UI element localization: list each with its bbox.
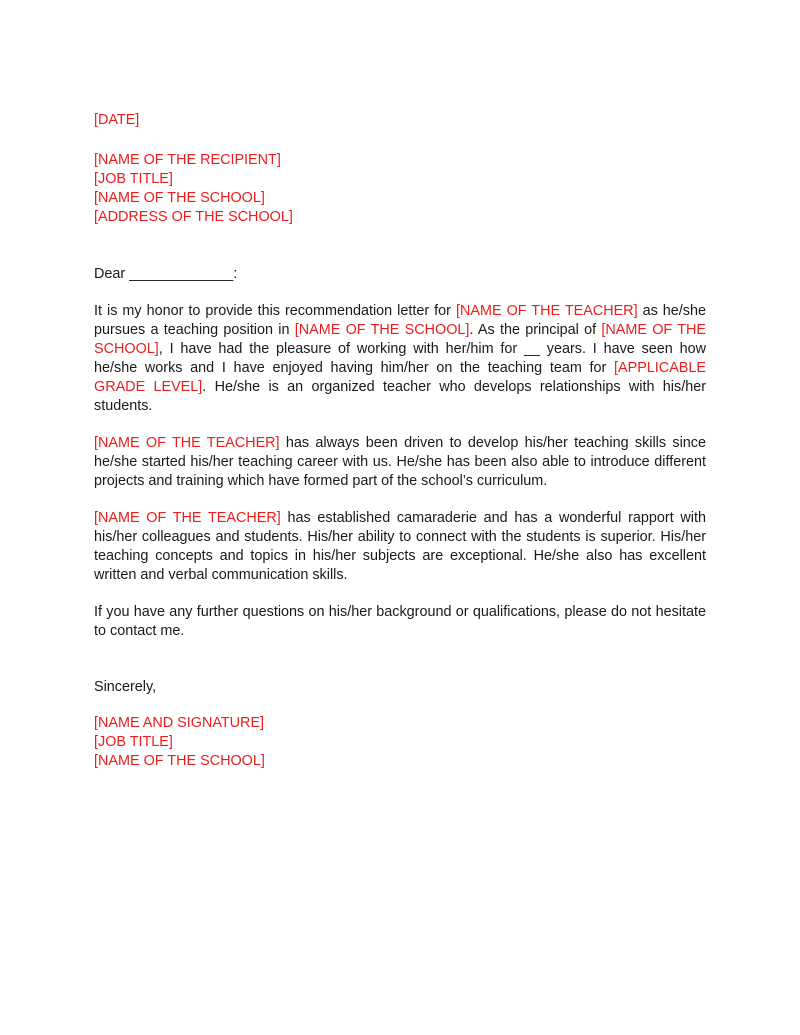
teacher-name-placeholder: [NAME OF THE TEACHER] bbox=[94, 435, 280, 451]
text-span: . As the principal of bbox=[469, 322, 602, 338]
text-span: It is my honor to provide this recommendation letter for bbox=[94, 303, 456, 319]
signature-job-title: [JOB TITLE] bbox=[94, 734, 173, 750]
signature-block bbox=[94, 714, 706, 771]
recommendation-letter bbox=[94, 111, 706, 771]
date-placeholder: [DATE] bbox=[94, 112, 140, 128]
salutation: Dear _____________: bbox=[94, 266, 238, 282]
paragraph-skills bbox=[94, 434, 706, 491]
recipient-address: [ADDRESS OF THE SCHOOL] bbox=[94, 209, 293, 225]
closing: Sincerely, bbox=[94, 679, 157, 695]
date-block bbox=[94, 111, 706, 130]
school-name-placeholder: [NAME OF THE SCHOOL] bbox=[294, 322, 470, 338]
paragraph-contact: If you have any further questions on his/her background or qualifications, please do not hesitate to contact me. bbox=[94, 604, 706, 639]
paragraph-rapport bbox=[94, 509, 706, 585]
teacher-name-placeholder: [NAME OF THE TEACHER] bbox=[94, 510, 281, 526]
text-span: . He/she is an organized teacher who develops relationships with his/her students. bbox=[94, 379, 706, 414]
text-span: has always been driven to develop his/her teaching skills since he/she started his/her teaching career with us. He/she has been also able to introduce different projects and training which have formed part of the school’s curriculum. bbox=[94, 435, 706, 489]
recipient-name: [NAME OF THE RECIPIENT] bbox=[94, 152, 281, 168]
teacher-name-placeholder: [NAME OF THE TEACHER] bbox=[455, 303, 638, 319]
text-span: has established camaraderie and has a wonderful rapport with his/her colleagues and students. His/her ability to connect with the students is superior. His/her teaching concepts and topics in his/her subjects are exceptional. He/she also has excellent written and verbal communication skills. bbox=[94, 510, 707, 583]
text-span: , I have had the pleasure of working with her/him for __ years. I have seen how he/she works and I have enjoyed having him/her on the teaching team for bbox=[94, 341, 706, 376]
recipient-school: [NAME OF THE SCHOOL] bbox=[94, 190, 265, 206]
text-span: as he/she pursues a teaching position in bbox=[94, 303, 706, 338]
paragraph-intro bbox=[94, 302, 706, 416]
signature-name: [NAME AND SIGNATURE] bbox=[94, 715, 265, 731]
school-name-placeholder: [NAME OF THE SCHOOL] bbox=[94, 322, 707, 357]
recipient-block bbox=[94, 151, 706, 227]
recipient-job-title: [JOB TITLE] bbox=[94, 171, 173, 187]
grade-level-placeholder: [APPLICABLE GRADE LEVEL] bbox=[94, 360, 706, 395]
signature-school: [NAME OF THE SCHOOL] bbox=[94, 753, 265, 769]
